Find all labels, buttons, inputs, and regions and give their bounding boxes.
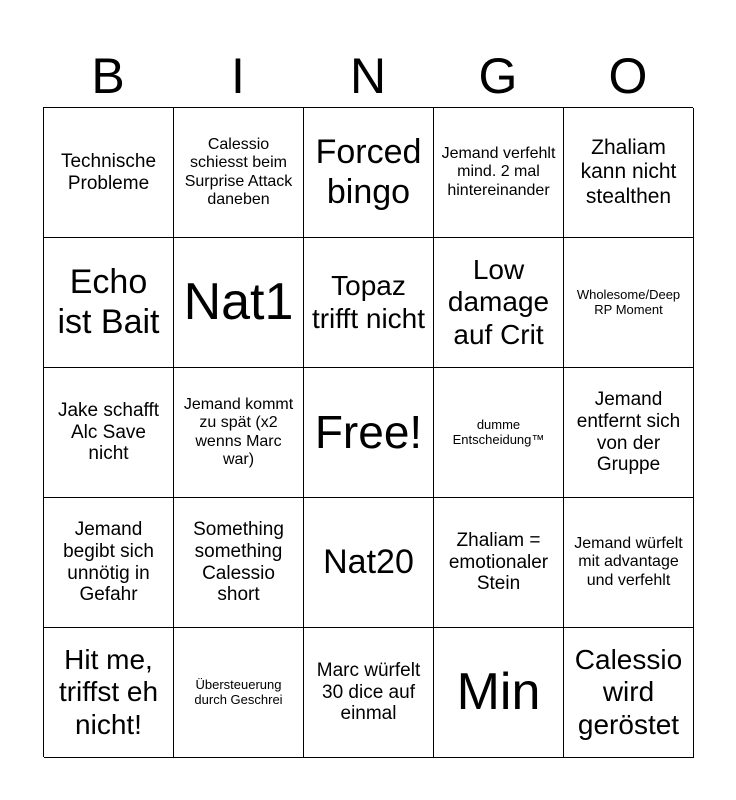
bingo-cell-text: Nat1 bbox=[183, 272, 294, 331]
bingo-cell-text: Calessio wird geröstet bbox=[574, 644, 683, 740]
bingo-cell[interactable] bbox=[174, 108, 304, 238]
bingo-cell[interactable] bbox=[304, 108, 434, 238]
bingo-cell[interactable] bbox=[304, 628, 434, 758]
bingo-cell[interactable] bbox=[434, 368, 564, 498]
bingo-cell-text: Calessio schiesst beim Surprise Attack daneben bbox=[184, 135, 293, 208]
bingo-cell[interactable] bbox=[434, 108, 564, 238]
bingo-cell[interactable] bbox=[44, 628, 174, 758]
bingo-cell[interactable] bbox=[564, 368, 694, 498]
bingo-cell-text: Nat20 bbox=[323, 542, 414, 581]
bingo-cell[interactable] bbox=[564, 238, 694, 368]
bingo-cell[interactable] bbox=[174, 238, 304, 368]
bingo-cell-text: Low damage auf Crit bbox=[447, 254, 550, 350]
bingo-cell[interactable] bbox=[44, 368, 174, 498]
bingo-cell-text: Hit me, triffst eh nicht! bbox=[58, 644, 159, 740]
bingo-cell-text: Topaz trifft nicht bbox=[311, 270, 426, 334]
bingo-cell[interactable] bbox=[564, 628, 694, 758]
bingo-grid bbox=[43, 107, 693, 757]
bingo-cell[interactable] bbox=[434, 498, 564, 628]
bingo-cell-text: Jemand würfelt mit advantage und verfehlt bbox=[574, 534, 683, 589]
bingo-cell[interactable] bbox=[174, 368, 304, 498]
bingo-cell[interactable] bbox=[174, 628, 304, 758]
bingo-cell-text: Technische Probleme bbox=[60, 150, 157, 194]
bingo-cell-text: Wholesome/Deep RP Moment bbox=[576, 286, 681, 317]
bingo-cell[interactable] bbox=[44, 238, 174, 368]
header-letter-g: G bbox=[478, 48, 518, 104]
bingo-cell-text: Jemand entfernt sich von der Gruppe bbox=[576, 388, 681, 476]
header-letter-o: O bbox=[608, 48, 648, 104]
bingo-header bbox=[43, 44, 693, 108]
bingo-cell-text: Marc würfelt 30 dice auf einmal bbox=[316, 659, 421, 725]
free-space-text: Free! bbox=[314, 406, 423, 459]
bingo-cell-text: Jake schafft Alc Save nicht bbox=[57, 399, 160, 465]
bingo-cell[interactable] bbox=[304, 238, 434, 368]
bingo-cell[interactable] bbox=[174, 498, 304, 628]
bingo-cell[interactable] bbox=[44, 498, 174, 628]
bingo-cell-text: Forced bingo bbox=[315, 133, 422, 211]
bingo-cell[interactable] bbox=[44, 108, 174, 238]
bingo-cell-text: Übersteuerung durch Geschrei bbox=[194, 676, 283, 707]
bingo-cell-text: Echo ist Bait bbox=[57, 263, 160, 341]
bingo-cell-text: dumme Entscheidung™ bbox=[452, 416, 545, 447]
header-letter-n: N bbox=[349, 48, 387, 104]
header-letter-i: I bbox=[231, 48, 245, 104]
bingo-cell[interactable] bbox=[434, 628, 564, 758]
bingo-cell-text: Something something Calessio short bbox=[193, 518, 284, 606]
bingo-cell-text: Zhaliam kann nicht stealthen bbox=[580, 136, 677, 208]
bingo-cell-text: Zhaliam = emotionaler Stein bbox=[448, 529, 549, 595]
bingo-cell-free[interactable] bbox=[304, 368, 434, 498]
header-letter-b: B bbox=[91, 48, 125, 104]
bingo-cell-text: Min bbox=[456, 662, 541, 721]
bingo-cell[interactable] bbox=[564, 108, 694, 238]
bingo-cell-text: Jemand verfehlt mind. 2 mal hintereinander bbox=[441, 144, 556, 199]
bingo-cell-text: Jemand kommt zu spät (x2 wenns Marc war) bbox=[183, 395, 294, 468]
bingo-cell[interactable] bbox=[564, 498, 694, 628]
bingo-cell-text: Jemand begibt sich unnötig in Gefahr bbox=[63, 518, 154, 606]
bingo-cell[interactable] bbox=[304, 498, 434, 628]
bingo-cell[interactable] bbox=[434, 238, 564, 368]
